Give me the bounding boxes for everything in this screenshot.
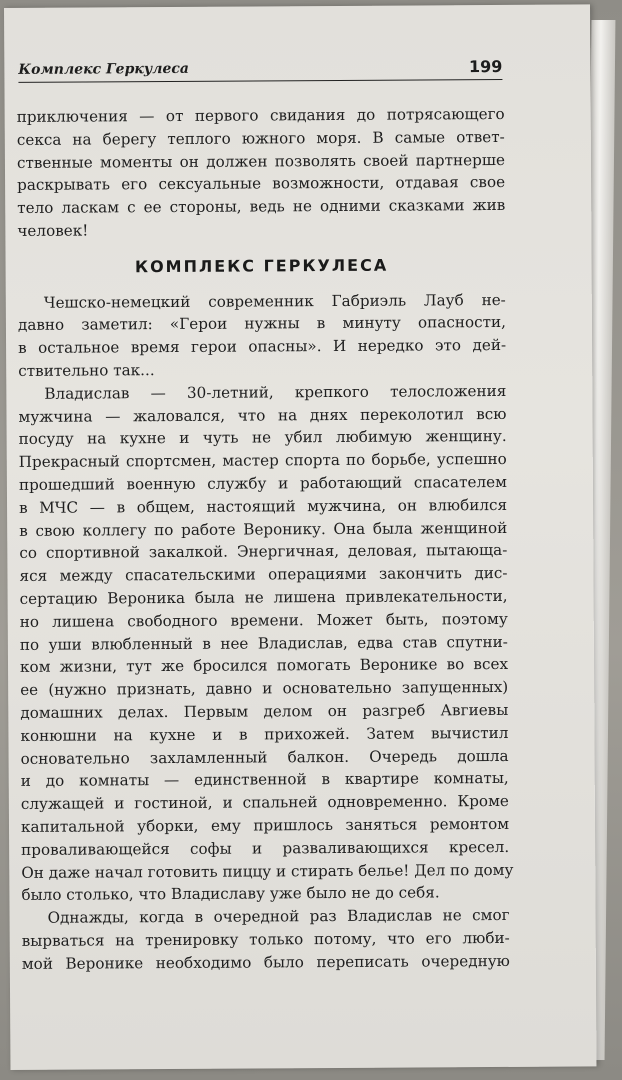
body-text	[16, 103, 514, 975]
text-line: приключения — от первого свидания до потрясающего	[16, 104, 505, 126]
text-line: Он даже начал готовить пиццу и стирать белье! Дел по дому	[21, 860, 514, 882]
text-line: тело ласкам с ее стороны, ведь не одними сказками жив	[17, 196, 506, 218]
text-line: человек!	[17, 221, 89, 240]
intro-paragraph	[17, 103, 506, 243]
text-line: домашних делах. Первым делом он разгреб Авгиевы	[20, 700, 509, 722]
text-line: капитальной уборки, ему пришлось заняться ремонтом	[20, 814, 510, 836]
text-line: мужчина — жаловался, что на днях переколотил всю	[18, 404, 507, 426]
book-page	[4, 4, 596, 1070]
page-number: 199	[468, 56, 503, 77]
text-line: яся между спасательскими операциями закончить дис-	[19, 564, 508, 586]
section-title: КОМПЛЕКС ГЕРКУЛЕСА	[134, 255, 389, 276]
text-line: мой Веронике необходимо было переписать очередную	[21, 951, 510, 973]
text-line: секса на берегу теплого южного моря. В самые ответ-	[16, 127, 505, 149]
paragraph-quote	[18, 289, 507, 383]
text-line: основательно захламленный балкон. Очередь дошла	[20, 746, 509, 768]
text-line: Прекрасный спортсмен, мастер спорта по борьбе, успешно	[18, 450, 507, 472]
text-line: в МЧС — в общем, настоящий мужчина, он влюбился	[18, 495, 508, 517]
text-line: в свою коллегу по работе Веронику. Она была женщиной	[19, 518, 508, 540]
text-line: Однажды, когда в очередной раз Владислав не смог	[47, 906, 510, 927]
text-line: ственные моменты он должен позволять своей партнерше	[16, 150, 505, 172]
text-line: в остальное время герои опасны». И нередко это дей-	[18, 336, 507, 358]
text-line: ком жизни, тут же бросился помогать Веронике во всех	[19, 655, 509, 677]
text-line: Чешско-немецкий современник Габриэль Лауб не-	[43, 290, 506, 312]
paragraph-vladislav	[18, 380, 514, 907]
text-line: ствительно так...	[18, 361, 155, 380]
text-line: Владислав — 30-летний, крепкого телосложения	[44, 381, 507, 403]
text-line: посуду на кухне и чуть не убил любимую женщину.	[18, 427, 507, 449]
running-title: Комплекс Геркулеса	[18, 60, 189, 78]
text-line: по уши влюбленный в нее Владислав, едва став спутни-	[19, 632, 508, 654]
running-header	[18, 57, 502, 83]
text-line: но лишена свободного времени. Может быть, поэтому	[19, 609, 508, 631]
text-line: раскрывать его сексуальные возможности, отдавая свое	[17, 173, 506, 195]
text-line: ее (нужно признать, давно и основательно запущенных)	[20, 678, 509, 700]
text-line: служащей и гостиной, и спальней одновременно. Кроме	[20, 792, 509, 814]
text-line: было столько, что Владиславу уже было не до себя.	[21, 883, 440, 905]
text-line: конюшни на кухне и в прихожей. Затем вычистил	[20, 723, 509, 745]
text-line: сертацию Вероника была не лишена привлекательности,	[19, 586, 508, 608]
text-line: проваливающейся софы и разваливающихся кресел.	[21, 837, 510, 859]
text-line: давно заметил: «Герои нужны в минуту опасности,	[17, 313, 506, 335]
text-line: вырваться на тренировку только потому, что его люби-	[21, 928, 510, 950]
text-line: со спортивной закалкой. Энергичная, деловая, пытающа-	[19, 541, 508, 563]
paragraph-once	[21, 904, 509, 975]
text-line: прошедший военную службу и работающий спасателем	[18, 472, 507, 494]
text-line: и до комнаты — единственной в квартире комнаты,	[20, 769, 509, 791]
